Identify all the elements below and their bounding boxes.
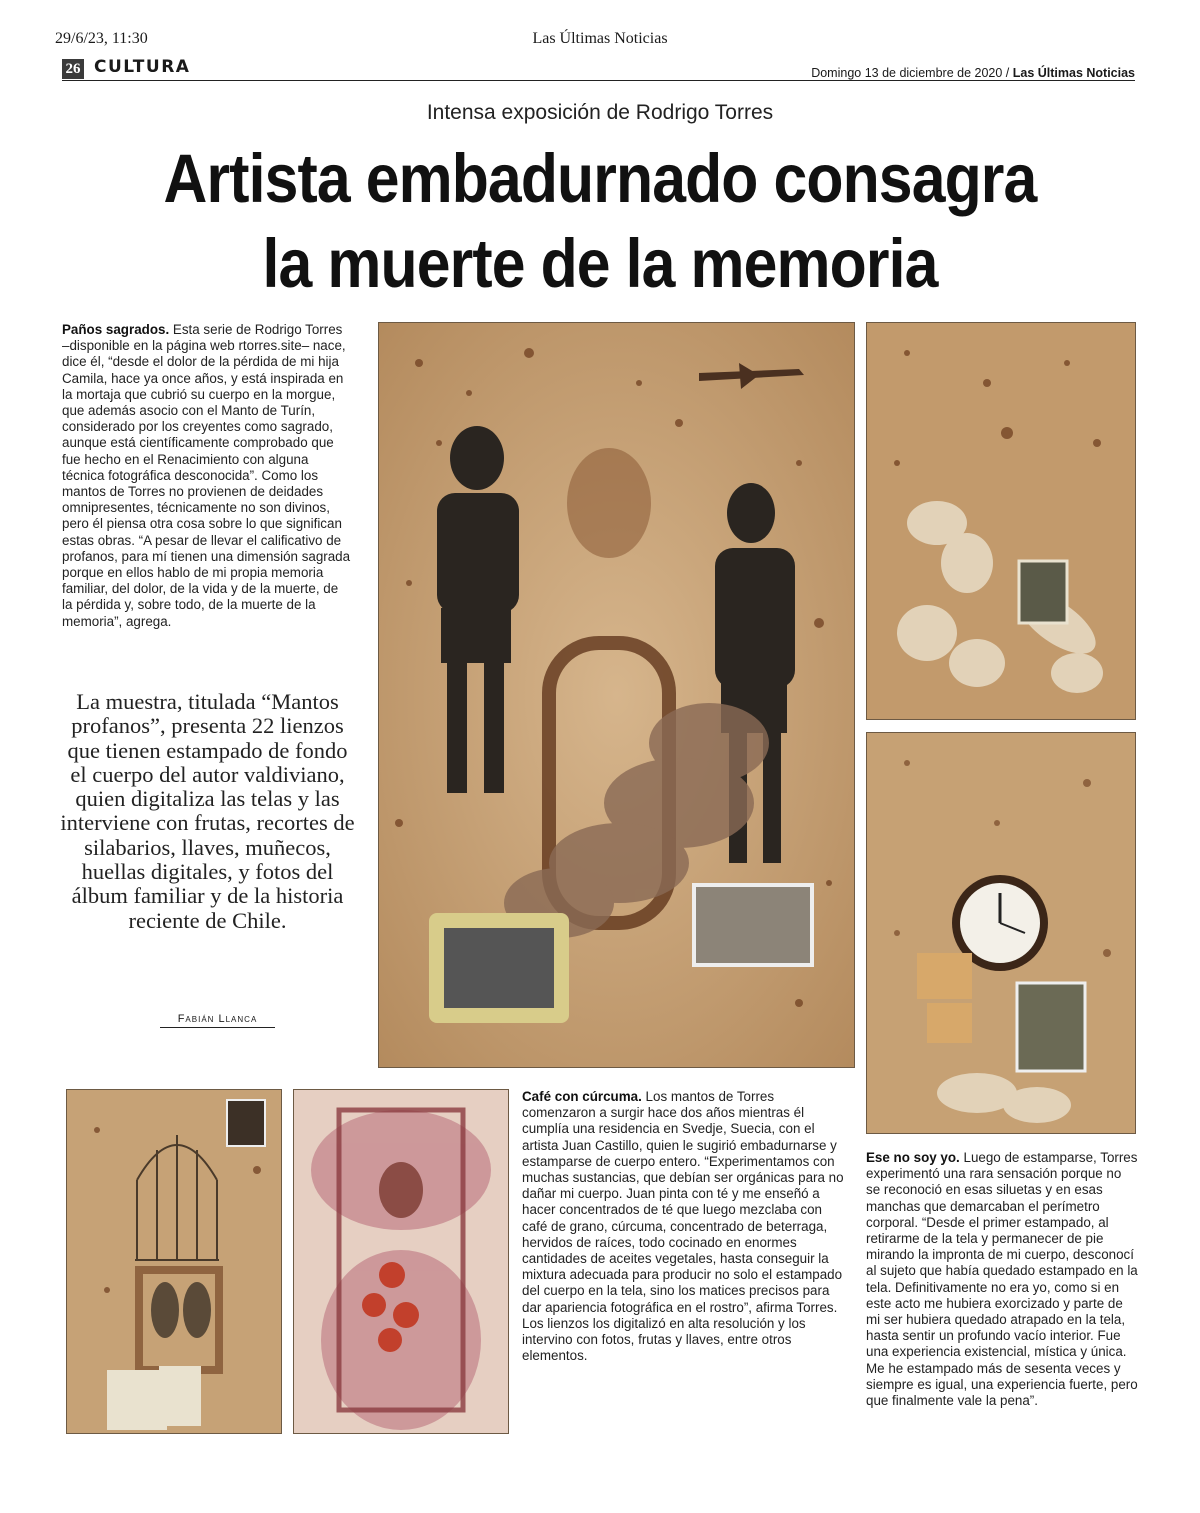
- headline-line-1: Artista embadurnado consagra: [163, 140, 1037, 217]
- artwork-boys: [378, 322, 855, 1068]
- paper-name: Las Últimas Noticias: [1012, 66, 1135, 80]
- section-lead: Paños sagrados.: [62, 322, 170, 337]
- section-label: CULTURA: [94, 57, 191, 77]
- old-photos: [107, 1370, 167, 1430]
- photo-family: [1019, 561, 1067, 623]
- kicker: Intensa exposición de Rodrigo Torres: [426, 101, 774, 124]
- section-lead: Ese no soy yo.: [866, 1150, 960, 1165]
- portrait-photo: [227, 1100, 265, 1146]
- issue-date-line: [811, 66, 1135, 80]
- folio-rule: [62, 80, 1135, 81]
- section-lead: Café con cúrcuma.: [522, 1089, 642, 1104]
- article-section-panos: [62, 322, 352, 630]
- byline: [160, 1013, 275, 1028]
- tv-figure: [429, 913, 569, 1023]
- photo-group: [1017, 983, 1085, 1071]
- article-section-ese-no-soy-yo: [866, 1150, 1138, 1409]
- section-body: Los mantos de Torres comenzaron a surgir hace dos años mientras él cumplía una residencia en Svedje, Suecia, con el artista Juan Castillo, quien le sugirió embadurnarse y estamparse de cuerpo entero. “Experimentamos con muchas sustancias, que debían ser orgánicas para no dañar mi cuerpo. Juan pinta con té y me enseñó a hacer concentrados de té que luego mezclaba con café de grano, cúrcuma, concentrado de beterraga, hervidos de raíces, todo cocinado en enormes cantidades de aceites vegetales, hasta conseguir la mixtura adecuada para producir no solo el estampado del cuerpo en la tela, sino los matices precisos para dar apariencia fotográfica en el rostro”, afirma Torres. Los lienzos los digitalizó en alta resolución y los intervino con fotos, frutas y llaves, entre otros elementos.: [522, 1089, 844, 1364]
- byline-name: Fabián Llanca: [177, 1013, 258, 1025]
- artwork-dolls: [866, 322, 1136, 720]
- print-source-title: Las Últimas Noticias: [532, 30, 668, 47]
- headline: [125, 136, 1075, 306]
- print-datetime: 29/6/23, 11:30: [55, 30, 148, 47]
- section-body: Luego de estamparse, Torres experimentó una rara sensación porque no se reconoció en esas siluetas y en esas manchas que demarcaban el perímetro corporal. “Desde el primer estampado, al retirarme de la tela y permanecer de pie mirando la impronta de mi cuerpo, desconocí al sujeto que había quedado estampado en la tela. Definitivamente no era yo, como si en este acto me hubiera exorcizado y parte de mi ser hubiera quedado atrapado en la tela, hasta sentir un profundo vacío interior. Fue una experiencia existencial, mística y única. Me he estampado más de sesenta veces y siempre es igual, una experiencia fuerte, pero que finalmente vale la pena”.: [866, 1150, 1138, 1409]
- pull-quote: La muestra, titulada “Mantos profanos”, presenta 22 lienzos que tienen estampado de fondo el cuerpo del autor valdiviano, quien digitaliza las telas y las interviene con frutas, recortes de silabarios, llaves, muñecos, huellas digitales, y fotos del álbum familiar y de la historia reciente de Chile.: [60, 689, 355, 933]
- headline-line-2: la muerte de la memoria: [262, 225, 938, 302]
- photo-building: [694, 885, 812, 965]
- section-body: Esta serie de Rodrigo Torres –disponible en la página web rtorres.site– nace, dice él, “desde el dolor de la pérdida de mi hija Camila, hace ya once años, y está inspirada en la mortaja que cubrió su cuerpo en la morgue, que además asocio con el Manto de Turín, considerado por los creyentes como sagrado, aunque está científicamente comprobado que fue hecho en el Renacimiento con alguna técnica fotográfica desconocida”. Como los mantos de Torres no provienen de deidades omnipresentes, técnicamente no son divinos, pero él piensa otra cosa sobre lo que significan estas obras. “A pesar de llevar el calificativo de profanos, para mí tienen una dimensión sagrada porque en ellos hablo de mi propia memoria familiar, del dolor, de la vida y de la muerte, de la pérdida y, sobre todo, de la muerte de la memoria”, agrega.: [62, 322, 351, 629]
- artwork-tomatoes: [293, 1089, 509, 1434]
- issue-date: Domingo 13 de diciembre de 2020 /: [811, 66, 1010, 80]
- artwork-birdcage: [66, 1089, 282, 1434]
- article-section-cafe: [522, 1089, 844, 1364]
- artwork-clock: [866, 732, 1136, 1134]
- page-number: 26: [62, 59, 84, 79]
